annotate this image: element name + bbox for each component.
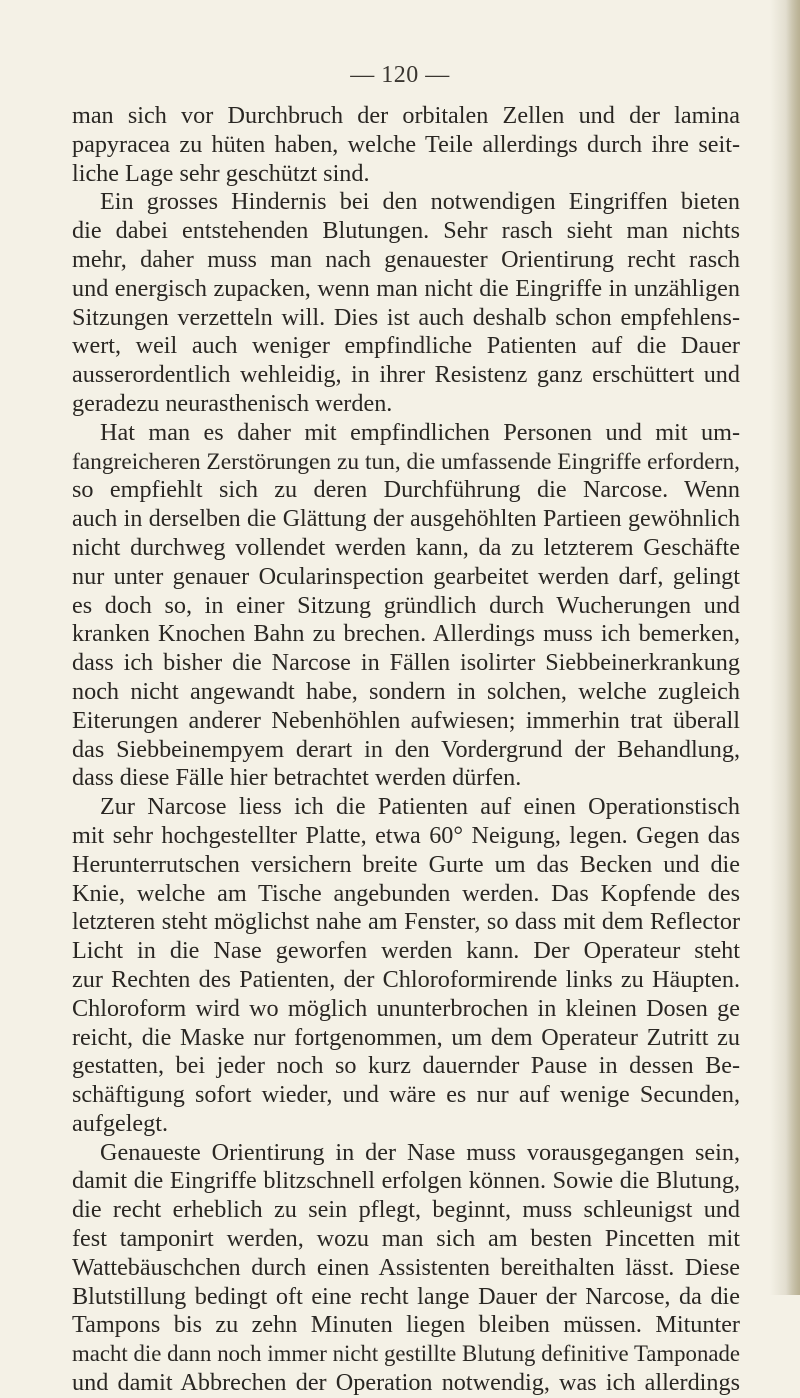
- page-number: — 120 —: [350, 62, 450, 88]
- text-line: Hat man es daher mit empfindlichen Personen und mit um-: [100, 418, 740, 446]
- page-edge-shadow: [786, 0, 800, 1295]
- text-line: Licht in die Nase geworfen werden kann. Der Operateur steht: [72, 937, 740, 965]
- text-line: schäftigung sofort wieder, und wäre es nur auf wenige Secunden,: [72, 1081, 740, 1109]
- text-line: geradezu neurasthenisch werden.: [72, 389, 393, 417]
- text-line: und energisch zupacken, wenn man nicht die Eingriffe in unzähligen: [72, 274, 740, 302]
- text-line: kranken Knochen Bahn zu brechen. Allerdings muss ich bemerken,: [72, 620, 740, 648]
- text-line: letzteren steht möglichst nahe am Fenster, so dass mit dem Reflector: [72, 908, 740, 936]
- text-line: nur unter genauer Ocularinspection gearbeitet werden darf, gelingt: [72, 562, 740, 590]
- text-line: und damit Abbrechen der Operation notwendig, was ich allerdings: [72, 1369, 740, 1397]
- text-line: Knie, welche am Tische angebunden werden. Das Kopfende des: [72, 879, 740, 907]
- text-line: die recht erheblich zu sein pflegt, beginnt, muss schleunigst und: [72, 1196, 740, 1224]
- text-line: Eiterungen anderer Nebenhöhlen aufwiesen; immerhin trat überall: [72, 706, 740, 734]
- text-line: Sitzungen verzetteln will. Dies ist auch deshalb schon empfehlens-: [72, 303, 740, 331]
- text-line: man sich vor Durchbruch der orbitalen Zellen und der lamina: [72, 102, 740, 129]
- text-line: Zur Narcose liess ich die Patienten auf einen Operationstisch: [100, 793, 740, 821]
- body-text: [72, 102, 740, 1398]
- text-line: fangreicheren Zerstörungen zu tun, die umfassende Eingriffe erfordern,: [72, 448, 740, 475]
- text-line: Wattebäuschchen durch einen Assistenten bereithalten lässt. Diese: [72, 1253, 740, 1281]
- text-line: Ein grosses Hindernis bei den notwendigen Eingriffen bieten: [100, 188, 740, 216]
- text-line: reicht, die Maske nur fortgenommen, um dem Operateur Zutritt zu: [72, 1023, 740, 1051]
- text-line: Tampons bis zu zehn Minuten liegen bleiben müssen. Mitunter: [72, 1311, 740, 1339]
- text-line: nicht durchweg vollendet werden kann, da zu letzterem Geschäfte: [72, 533, 740, 561]
- text-line: so empfiehlt sich zu deren Durchführung die Narcose. Wenn: [72, 476, 740, 504]
- text-line: wert, weil auch weniger empfindliche Patienten auf die Dauer: [72, 332, 740, 360]
- text-line: Chloroform wird wo möglich ununterbrochen in kleinen Dosen ge: [72, 994, 740, 1022]
- text-line: noch nicht angewandt habe, sondern in solchen, welche zugleich: [72, 677, 740, 705]
- text-line: Herunterrutschen versichern breite Gurte um das Becken und die: [72, 850, 740, 878]
- text-line: liche Lage sehr geschützt sind.: [72, 159, 370, 187]
- text-line: gestatten, bei jeder noch so kurz dauernder Pause in dessen Be-: [72, 1052, 740, 1080]
- text-line: mehr, daher muss man nach genauester Orientirung recht rasch: [72, 245, 740, 273]
- text-line: dass diese Fälle hier betrachtet werden dürfen.: [72, 764, 522, 792]
- text-line: mit sehr hochgestellter Platte, etwa 60° Neigung, legen. Gegen das: [72, 821, 740, 849]
- text-line: damit die Eingriffe blitzschnell erfolgen können. Sowie die Blutung,: [72, 1167, 740, 1195]
- text-line: Blutstillung bedingt oft eine recht lange Dauer der Narcose, da die: [72, 1282, 740, 1310]
- text-line: fest tamponirt werden, wozu man sich am besten Pincetten mit: [72, 1225, 740, 1253]
- text-line: aufgelegt.: [72, 1109, 169, 1137]
- text-line: auch in derselben die Glättung der ausgehöhlten Partieen gewöhnlich: [72, 506, 740, 533]
- text-line: ausserordentlich wehleidig, in ihrer Resistenz ganz erschüttert und: [72, 361, 740, 389]
- text-line: das Siebbeinempyem derart in den Vordergrund der Behandlung,: [72, 735, 740, 763]
- text-line: macht die dann noch immer nicht gestillte Blutung definitive Tamponade: [72, 1341, 740, 1367]
- text-line: es doch so, in einer Sitzung gründlich durch Wucherungen und: [72, 591, 740, 619]
- text-line: papyracea zu hüten haben, welche Teile allerdings durch ihre seit-: [72, 130, 740, 158]
- text-line: zur Rechten des Patienten, der Chloroformirende links zu Häupten.: [72, 965, 740, 993]
- text-line: die dabei entstehenden Blutungen. Sehr rasch sieht man nichts: [72, 217, 740, 245]
- text-line: Genaueste Orientirung in der Nase muss vorausgegangen sein,: [100, 1138, 740, 1166]
- text-line: dass ich bisher die Narcose in Fällen isolirter Siebbeinerkrankung: [72, 649, 740, 677]
